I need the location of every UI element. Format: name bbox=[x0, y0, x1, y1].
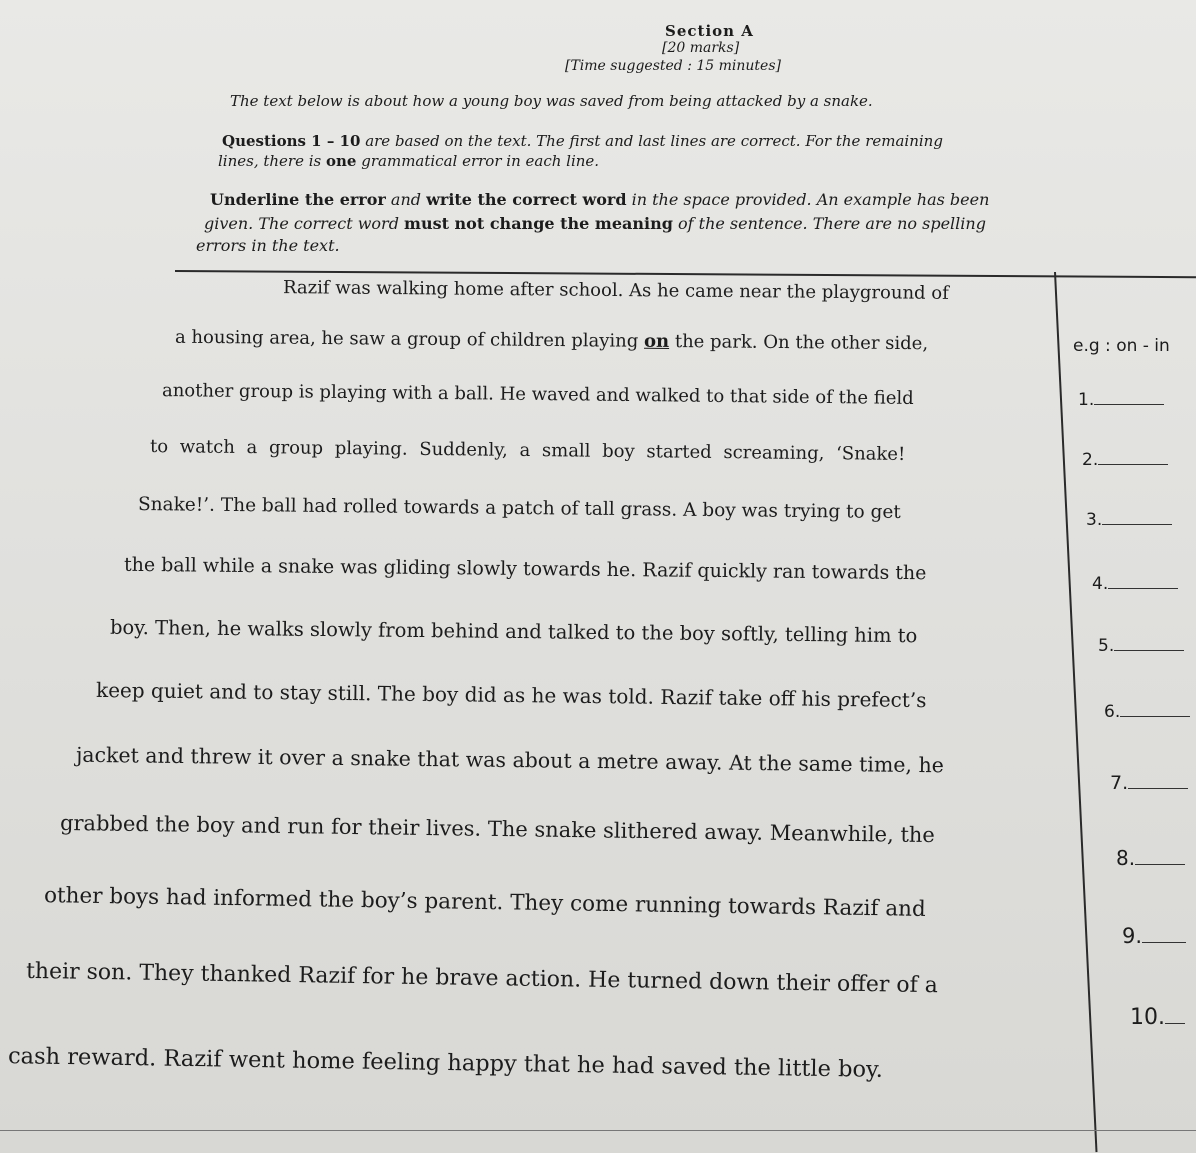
answer-1-number: 1. bbox=[1078, 390, 1095, 410]
answer-6[interactable] bbox=[1104, 702, 1190, 722]
instruction-2-text-b: given. The correct word bbox=[204, 214, 405, 233]
passage-line-0: Razif was walking home after school. As he came near the playground of bbox=[282, 277, 949, 304]
instruction-2-line-3: errors in the text. bbox=[196, 236, 340, 255]
instruction-2-line-1 bbox=[210, 190, 989, 209]
answer-3-blank[interactable] bbox=[1102, 510, 1172, 525]
answer-3[interactable] bbox=[1086, 510, 1172, 530]
passage-line-6: boy. Then, he walks slowly from behind and talked to the boy softly, telling him to bbox=[109, 615, 918, 648]
answer-8-blank[interactable] bbox=[1135, 850, 1185, 865]
answer-6-blank[interactable] bbox=[1120, 702, 1190, 717]
answer-4-blank[interactable] bbox=[1108, 574, 1178, 589]
answer-9[interactable] bbox=[1122, 924, 1186, 948]
answer-9-blank[interactable] bbox=[1142, 928, 1186, 943]
passage-line-4: Snake!’. The ball had rolled towards a patch of tall grass. A boy was trying to get bbox=[137, 494, 901, 523]
answer-10[interactable] bbox=[1130, 1005, 1185, 1030]
answer-4[interactable] bbox=[1092, 574, 1178, 594]
answer-5-blank[interactable] bbox=[1114, 636, 1184, 651]
answer-6-number: 6. bbox=[1104, 702, 1121, 722]
answer-3-number: 3. bbox=[1086, 510, 1103, 530]
instruction-1-line-2 bbox=[218, 152, 599, 170]
instruction-1-text-b: lines, there is bbox=[218, 152, 327, 170]
passage-line-5: the ball while a snake was gliding slowly towards he. Razif quickly ran towards the bbox=[123, 553, 927, 585]
answer-7[interactable] bbox=[1110, 772, 1188, 794]
instruction-2-text-c: of the sentence. There are no spelling bbox=[672, 214, 986, 233]
answer-8[interactable] bbox=[1116, 846, 1185, 870]
passage-line-11: their son. They thanked Razif for he brave action. He turned down their offer of a bbox=[25, 958, 939, 999]
instruction-2-and: and bbox=[385, 190, 427, 209]
answer-1[interactable] bbox=[1078, 390, 1164, 410]
answer-2[interactable] bbox=[1082, 450, 1168, 470]
answer-2-blank[interactable] bbox=[1098, 450, 1168, 465]
intro-text: The text below is about how a young boy was saved from being attacked by a snake. bbox=[230, 92, 873, 110]
section-title: Section A bbox=[665, 22, 754, 40]
instruction-2-text: in the space provided. An example has been bbox=[626, 190, 990, 209]
passage-line-2: another group is playing with a ball. He waved and walked to that side of the field bbox=[161, 380, 914, 409]
instruction-2-line-2 bbox=[204, 214, 986, 233]
passage-line-12: cash reward. Razif went home feeling happy that he had saved the little boy. bbox=[7, 1043, 884, 1083]
time-label: [Time suggested : 15 minutes] bbox=[565, 58, 781, 74]
passage-line-9: grabbed the boy and run for their lives. The snake slithered away. Meanwhile, the bbox=[59, 810, 935, 848]
answer-10-number: 10. bbox=[1130, 1005, 1165, 1030]
answer-9-number: 9. bbox=[1122, 924, 1143, 948]
instruction-2-bold-b: must not change the meaning bbox=[404, 214, 673, 233]
instruction-2-lead: Underline the error bbox=[210, 190, 386, 209]
answer-4-number: 4. bbox=[1092, 574, 1109, 594]
instruction-1-line-1 bbox=[222, 132, 943, 150]
passage-line-1: a housing area, he saw a group of children playing on the park. On the other side, bbox=[174, 326, 929, 355]
answer-5[interactable] bbox=[1098, 636, 1184, 656]
passage-line-10: other boys had informed the boy’s parent. They come running towards Razif and bbox=[43, 883, 926, 922]
answer-10-blank[interactable] bbox=[1165, 1009, 1185, 1024]
instruction-1-text-a: are based on the text. The first and last lines are correct. For the remaining bbox=[360, 132, 943, 150]
passage-line-8: jacket and threw it over a snake that was about a metre away. At the same time, he bbox=[75, 742, 945, 778]
answer-1-blank[interactable] bbox=[1094, 390, 1164, 405]
instruction-1-text-c: grammatical error in each line. bbox=[356, 152, 600, 170]
answer-8-number: 8. bbox=[1116, 846, 1136, 870]
passage-line-3: to watch a group playing. Suddenly, a small boy started screaming, ‘Snake! bbox=[149, 436, 906, 465]
answer-5-number: 5. bbox=[1098, 636, 1115, 656]
instruction-1-bold: one bbox=[326, 152, 357, 170]
answer-7-blank[interactable] bbox=[1128, 774, 1188, 789]
marks-label: [20 marks] bbox=[662, 40, 740, 56]
answer-7-number: 7. bbox=[1110, 772, 1129, 794]
answer-2-number: 2. bbox=[1082, 450, 1099, 470]
passage-line-7: keep quiet and to stay still. The boy did as he was told. Razif take off his prefect’s bbox=[95, 677, 927, 713]
instruction-1-lead: Questions 1 – 10 bbox=[222, 132, 361, 150]
table-bottom-border bbox=[0, 1130, 1196, 1131]
answer-example: e.g : on - in bbox=[1073, 336, 1170, 356]
instruction-2-bold: write the correct word bbox=[426, 190, 627, 209]
